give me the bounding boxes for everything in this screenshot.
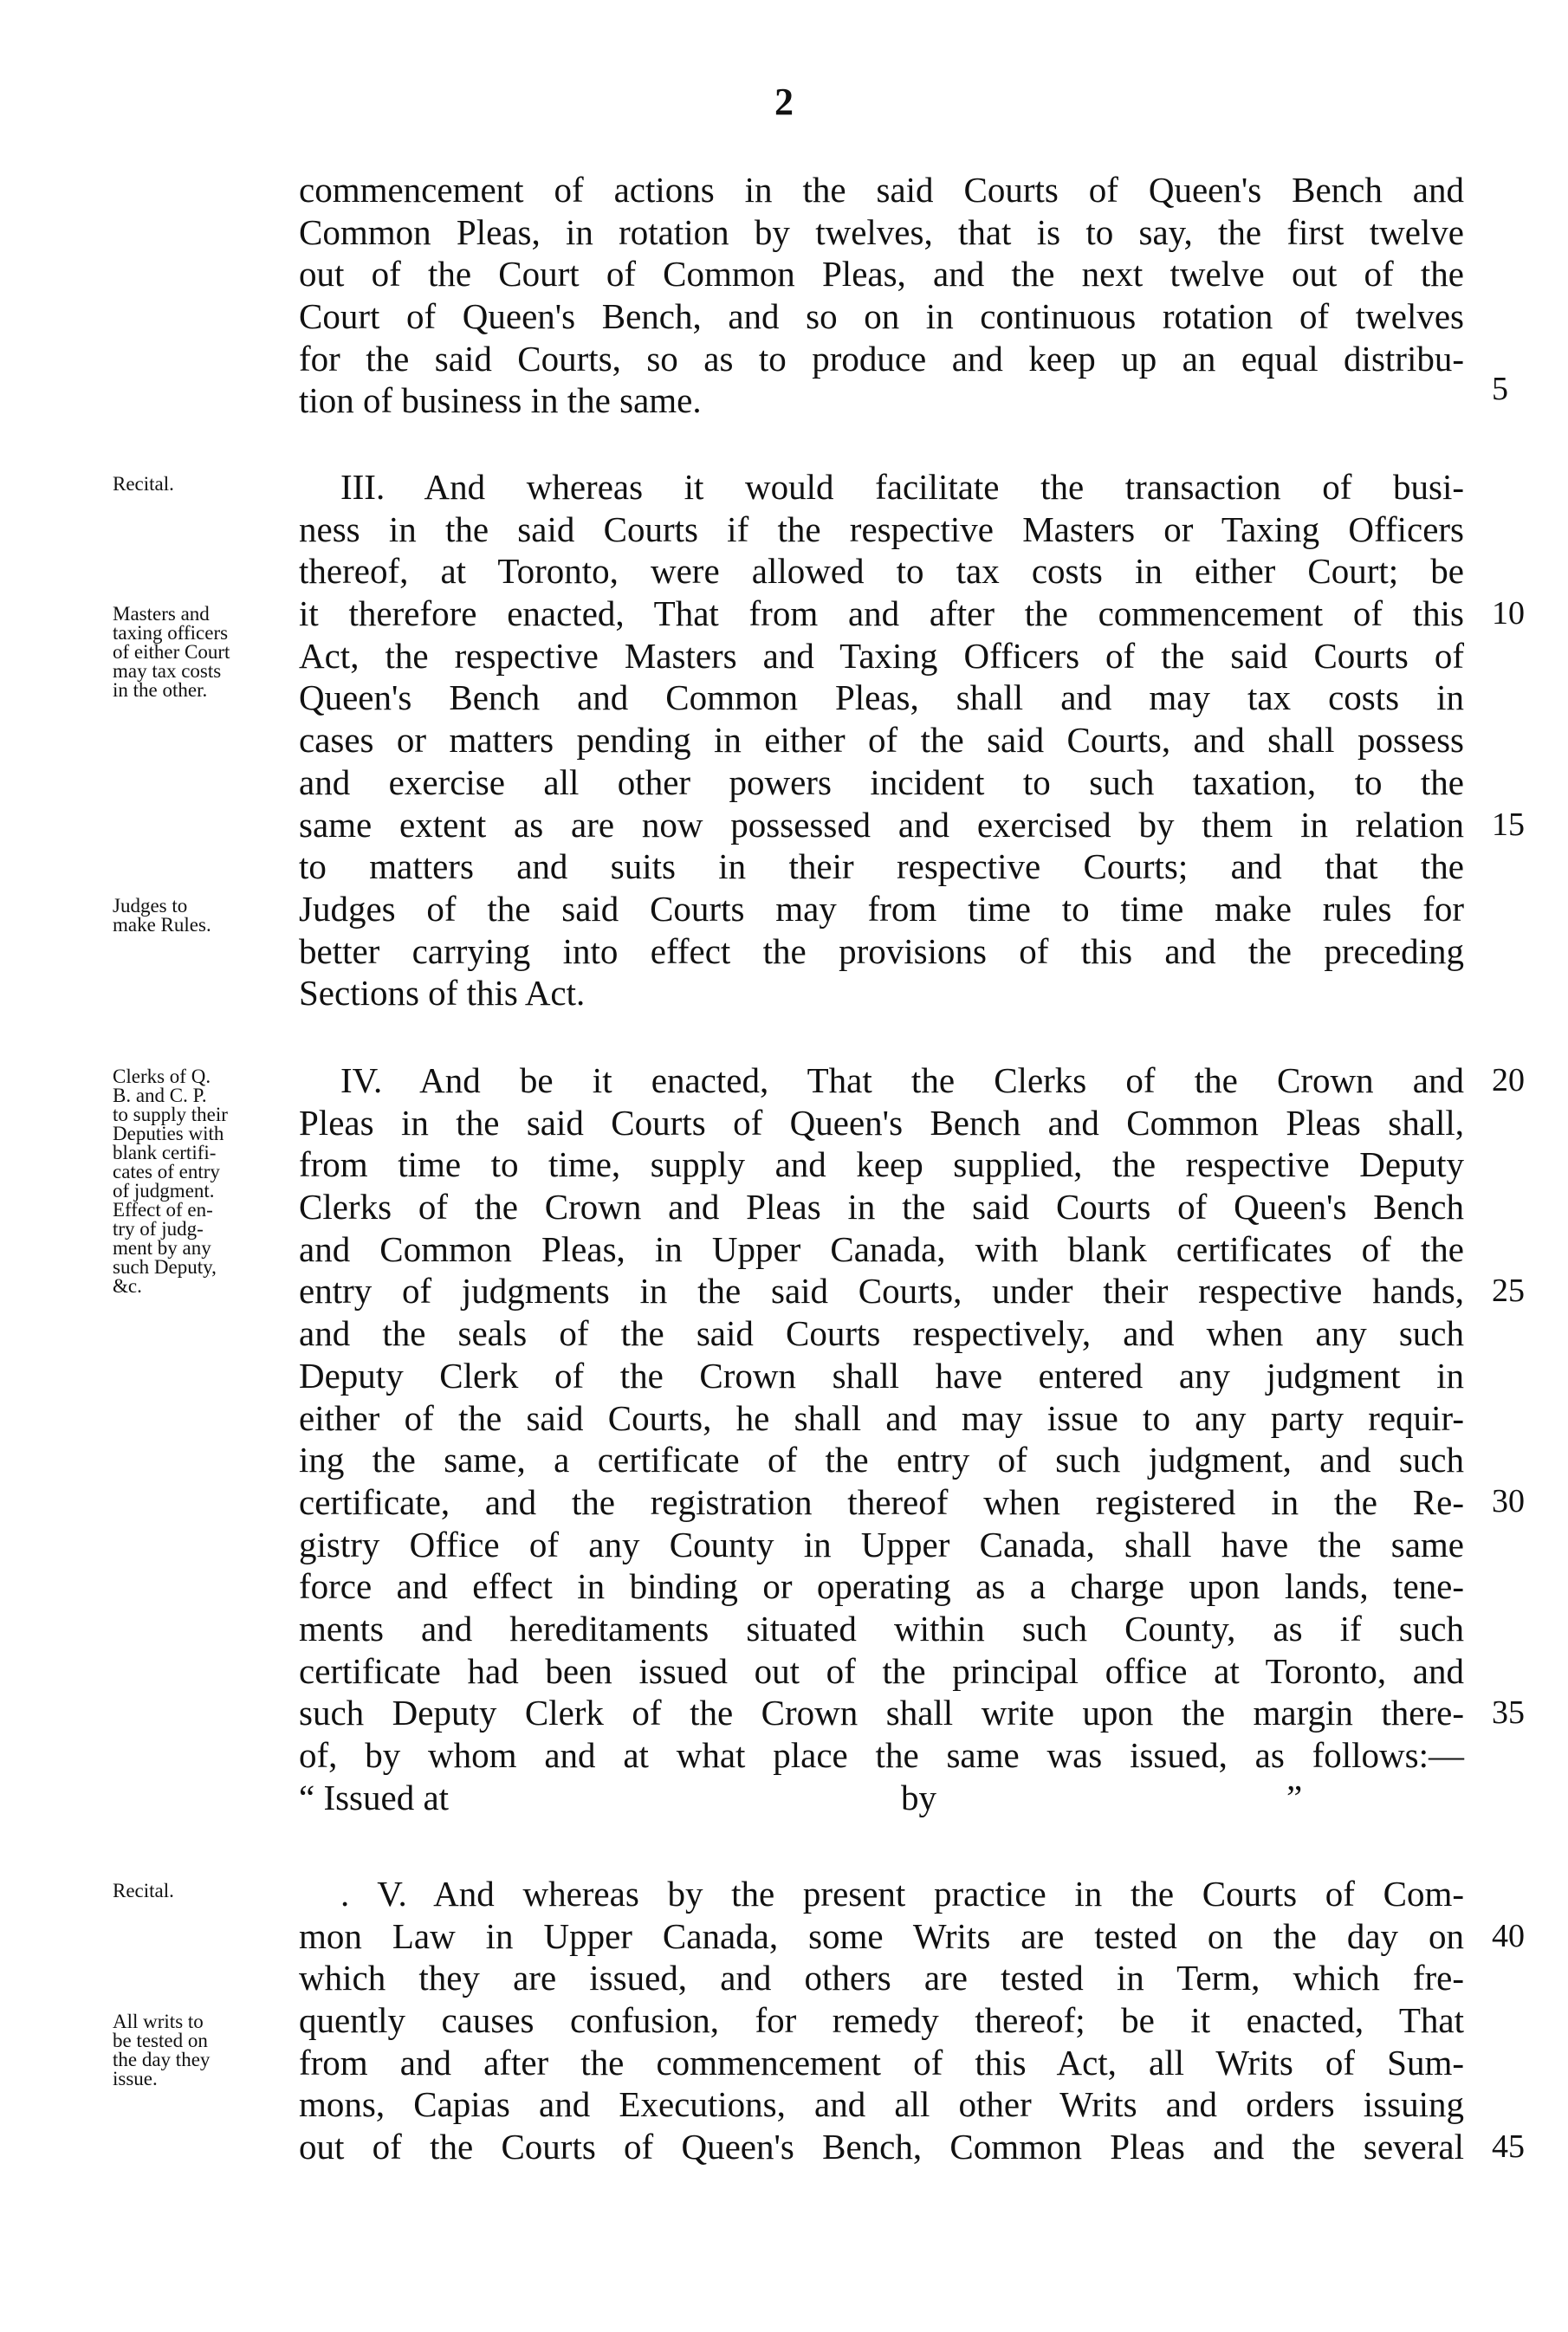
page-number: 2 — [774, 81, 794, 123]
issued-at-label: “ Issued at — [299, 1777, 450, 1817]
text-line: certificate, and the registration thereof when registered in the Re- — [299, 1481, 1464, 1522]
line-number: 5 — [1492, 371, 1508, 407]
line-number: 35 — [1492, 1694, 1525, 1731]
text-line: Common Pleas, in rotation by twelves, that is to say, the first twelve — [299, 211, 1464, 252]
text-line: to matters and suits in their respective Courts; and that the — [299, 846, 1464, 887]
text-line: Deputy Clerk of the Crown shall have entered any judgment in — [299, 1355, 1464, 1396]
margin-note-recital: Recital. — [113, 1880, 174, 1901]
line-number: 10 — [1492, 595, 1525, 632]
margin-note-clerks: Clerks of Q. B. and C. P. to supply their Deputies with blank certifi- cates of entry of judgment. Effect of en- try of judg- ment by any such Deputy, &c. — [113, 1066, 228, 1297]
text-line: force and effect in binding or operating as a charge upon lands, tene- — [299, 1566, 1464, 1607]
text-line: . V. And whereas by the present practice in the Courts of Com- — [340, 1874, 1464, 1914]
text-line: same extent as are now possessed and exercised by them in relation — [299, 804, 1464, 845]
text-line: IV. And be it enacted, That the Clerks of the Crown and — [340, 1060, 1464, 1100]
line-number: 25 — [1492, 1273, 1525, 1309]
margin-note-judges: Judges to make Rules. — [113, 895, 211, 936]
text-line: such Deputy Clerk of the Crown shall write upon the margin there- — [299, 1693, 1464, 1733]
line-number: 20 — [1492, 1062, 1525, 1098]
section-iv — [299, 1059, 1464, 1818]
text-line: Court of Queen's Bench, and so on in continuous rotation of twelves — [299, 296, 1464, 337]
text-line: ing the same, a certificate of the entry of such judgment, and such — [299, 1440, 1464, 1480]
text-line: commencement of actions in the said Courts of Queen's Bench and — [299, 170, 1464, 210]
text-line: it therefore enacted, That from and after the commencement of this — [299, 593, 1464, 634]
margin-note-masters: Masters and taxing officers of either Court may tax costs in the other. — [113, 603, 230, 701]
line-number: 15 — [1492, 806, 1525, 843]
section-v — [299, 1873, 1464, 2168]
text-line: out of the Courts of Queen's Bench, Common Pleas and the several — [299, 2127, 1464, 2167]
text-line: tion of business in the same. — [299, 380, 702, 421]
issued-at-line — [299, 1777, 1464, 1819]
text-line: III. And whereas it would facilitate the transaction of busi- — [340, 467, 1464, 507]
section-iii — [299, 466, 1464, 1014]
text-line: mon Law in Upper Canada, some Writs are tested on the day on — [299, 1915, 1464, 1956]
text-line: from time to time, supply and keep supplied, the respective Deputy — [299, 1144, 1464, 1185]
margin-note-writs: All writs to be tested on the day they issue. — [113, 2011, 211, 2089]
text-line: from and after the commencement of this Act, all Writs of Sum- — [299, 2042, 1464, 2083]
closing-quote: ” — [1286, 1777, 1303, 1817]
text-line: for the said Courts, so as to produce and keep up an equal distribu- — [299, 338, 1464, 379]
text-line: certificate had been issued out of the principal office at Toronto, and — [299, 1650, 1464, 1691]
margin-note-recital: Recital. — [113, 473, 174, 495]
text-line: thereof, at Toronto, were allowed to tax costs in either Court; be — [299, 551, 1464, 592]
text-line: quently causes confusion, for remedy thereof; be it enacted, That — [299, 2000, 1464, 2041]
text-line: gistry Office of any County in Upper Canada, shall have the same — [299, 1524, 1464, 1564]
text-line: Pleas in the said Courts of Queen's Bench and Common Pleas shall, — [299, 1102, 1464, 1143]
text-line: Sections of this Act. — [299, 973, 586, 1014]
text-line: mons, Capias and Executions, and all other Writs and orders issuing — [299, 2084, 1464, 2125]
issued-by-label: by — [901, 1777, 936, 1817]
text-line: Queen's Bench and Common Pleas, shall and may tax costs in — [299, 677, 1464, 718]
text-line: either of the said Courts, he shall and may issue to any party requir- — [299, 1397, 1464, 1438]
text-line: which they are issued, and others are tested in Term, which fre- — [299, 1958, 1464, 1998]
text-line: cases or matters pending in either of the said Courts, and shall possess — [299, 720, 1464, 761]
text-line: out of the Court of Common Pleas, and the next twelve out of the — [299, 254, 1464, 295]
text-line: and Common Pleas, in Upper Canada, with blank certificates of the — [299, 1228, 1464, 1269]
text-line: ness in the said Courts if the respective Masters or Taxing Officers — [299, 509, 1464, 549]
line-number: 30 — [1492, 1483, 1525, 1519]
text-line: entry of judgments in the said Courts, under their respective hands, — [299, 1271, 1464, 1312]
text-line: of, by whom and at what place the same was issued, as follows:— — [299, 1735, 1464, 1775]
text-line: Clerks of the Crown and Pleas in the said Courts of Queen's Bench — [299, 1187, 1464, 1228]
text-line: and exercise all other powers incident to such taxation, to the — [299, 761, 1464, 802]
section-continuation — [299, 169, 1464, 422]
text-line: and the seals of the said Courts respectively, and when any such — [299, 1313, 1464, 1354]
text-line: better carrying into effect the provisions of this and the preceding — [299, 930, 1464, 971]
line-number: 40 — [1492, 1918, 1525, 1954]
text-line: Judges of the said Courts may from time to time make rules for — [299, 888, 1464, 929]
text-line: Act, the respective Masters and Taxing Officers of the said Courts of — [299, 635, 1464, 676]
line-number: 45 — [1492, 2128, 1525, 2165]
text-line: ments and hereditaments situated within such County, as if such — [299, 1608, 1464, 1649]
